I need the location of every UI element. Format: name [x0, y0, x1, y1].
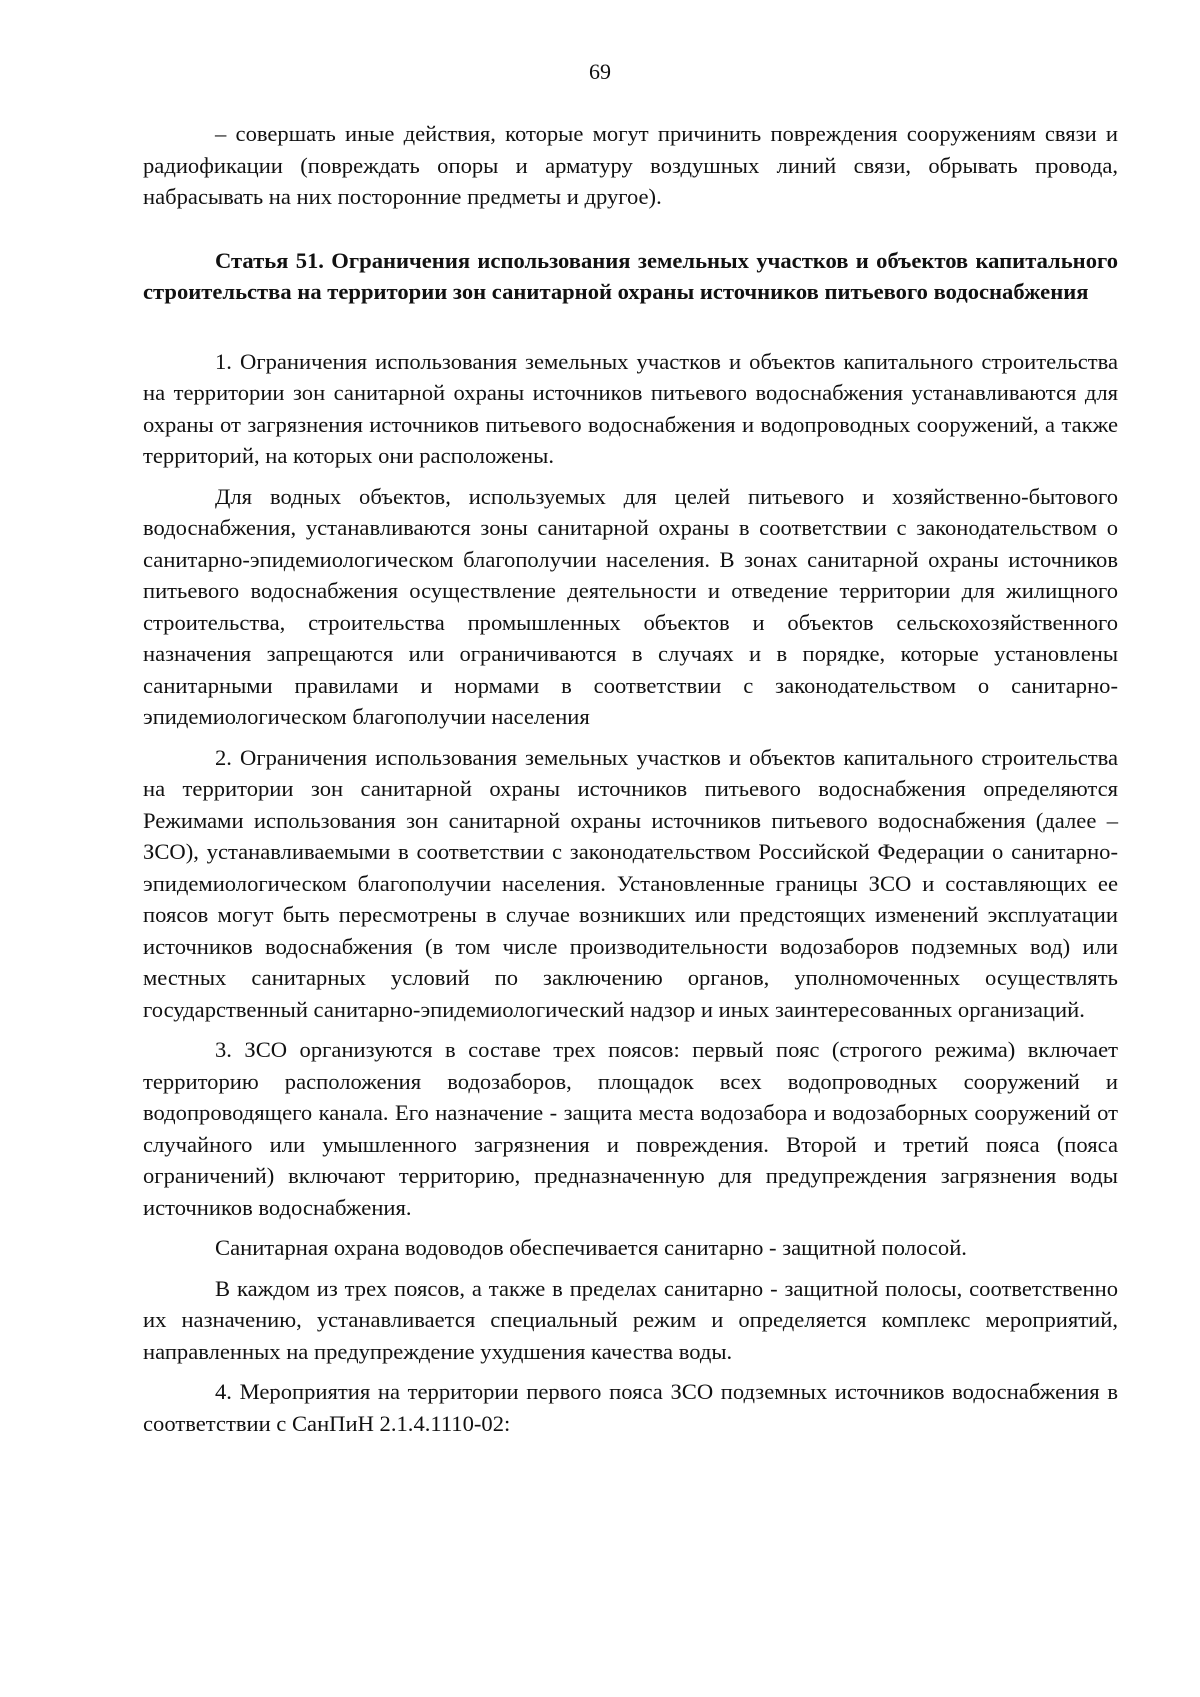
intro-paragraph: – совершать иные действия, которые могут причинить повреждения сооружениям связи и радиофикации (повреждать опоры и арматуру воздушных линий связи, обрывать провода, набрасывать на них посторонние предметы и другое).	[143, 121, 1118, 209]
paragraph-6: В каждом из трех поясов, а также в пределах санитарно - защитной полосы, соответственно их назначению, устанавливается специальный режим и определяется комплекс мероприятий, направленных на предупреждение ухудшения качества воды.	[143, 1275, 1118, 1364]
page-number: 69	[589, 59, 611, 84]
paragraph-3: 2. Ограничения использования земельных участков и объектов капитального строительства на территории зон санитарной охраны источников питьевого водоснабжения определяются Режимами использования зон санитарной охраны источников питьевого водоснабжения (далее – ЗСО), устанавливаемыми в соответствии с законодательством Российской Федерации о санитарно-эпидемиологическом благополучии населения. Установленные границы ЗСО и составляющих ее поясов могут быть пересмотрены в случае возникших или предстоящих изменений эксплуатации источников водоснабжения (в том числе производительности водозаборов подземных вод) или местных санитарных условий по заключению органов, уполномоченных осуществлять государственный санитарно-эпидемиологический надзор и иных заинтересованных организаций.	[143, 744, 1118, 1022]
paragraph-4: 3. ЗСО организуются в составе трех поясов: первый пояс (строгого режима) включает территорию расположения водозаборов, площадок всех водопроводных сооружений и водопроводящего канала. Его назначение - защита места водозабора и водозаборных сооружений от случайного или умышленного загрязнения и повреждения. Второй и третий пояса (пояса ограничений) включают территорию, предназначенную для предупреждения загрязнения воды источников водоснабжения.	[143, 1037, 1118, 1220]
paragraph-5: Санитарная охрана водоводов обеспечивается санитарно - защитной полосой.	[215, 1235, 967, 1260]
document-body	[143, 118, 1118, 1439]
paragraph-2: Для водных объектов, используемых для целей питьевого и хозяйственно-бытового водоснабжения, устанавливаются зоны санитарной охраны в соответствии с законодательством о санитарно-эпидемиологическом благополучии населения. В зонах санитарной охраны источников питьевого водоснабжения осуществление деятельности и отведение территории для жилищного строительства, строительства промышленных объектов и объектов сельскохозяйственного назначения запрещаются или ограничиваются в случаях и в порядке, которые установлены санитарными правилами и нормами в соответствии с законодательством о санитарно-эпидемиологическом благополучии населения	[143, 483, 1118, 729]
article-heading: Статья 51. Ограничения использования земельных участков и объектов капитального строительства на территории зон санитарной охраны источников питьевого водоснабжения	[143, 247, 1118, 304]
paragraph-1: 1. Ограничения использования земельных участков и объектов капитального строительства на территории зон санитарной охраны источников питьевого водоснабжения устанавливаются для охраны от загрязнения источников питьевого водоснабжения и водопроводных сооружений, а также территорий, на которых они расположены.	[143, 348, 1118, 468]
paragraph-7: 4. Мероприятия на территории первого пояса ЗСО подземных источников водоснабжения в соответствии с СанПиН 2.1.4.1110-02:	[143, 1379, 1118, 1436]
